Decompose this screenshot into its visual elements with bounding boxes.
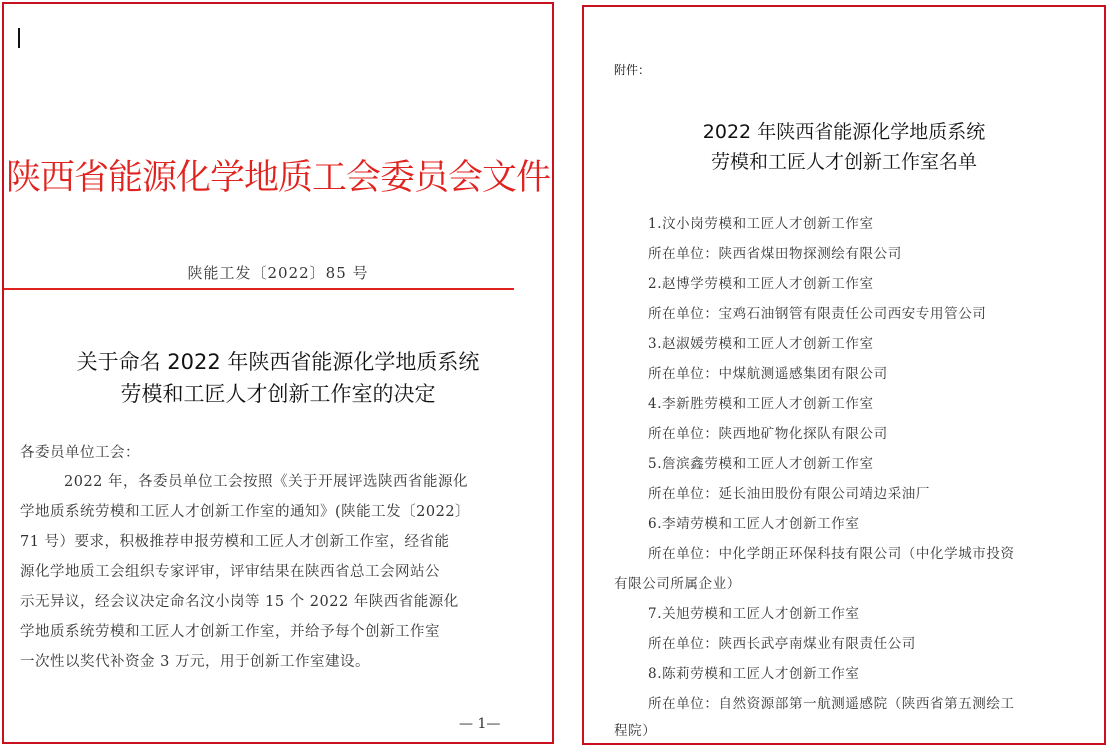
body-line: 学地质系统劳模和工匠人才创新工作室，并给予每个创新工作室: [20, 624, 440, 640]
list-title-line-2: 劳模和工匠人才创新工作室名单: [710, 151, 977, 173]
body-line: 一次性以奖代补资金 3 万元，用于创新工作室建设。: [20, 654, 370, 670]
list-item-unit: 所在单位：陕西地矿物化探队有限公司: [648, 426, 888, 442]
list-item: 3.赵淑媛劳模和工匠人才创新工作室: [648, 336, 874, 352]
list-item-unit: 所在单位：自然资源部第一航测遥感院（陕西省第五测绘工: [648, 696, 1015, 712]
attachment-label: 附件：: [614, 63, 651, 77]
document-redhead: 陕西省能源化学地质工会委员会文件: [5, 158, 550, 198]
list-item-unit-continued: 程院）: [614, 723, 657, 739]
red-divider: [4, 288, 514, 290]
list-item-unit: 所在单位：中化学朗正环保科技有限公司（中化学城市投资: [648, 546, 1015, 562]
list-item-unit: 所在单位：延长油田股份有限公司靖边采油厂: [648, 486, 930, 502]
list-item: 1.汶小岗劳模和工匠人才创新工作室: [648, 216, 874, 232]
decision-title-line-2: 劳模和工匠人才创新工作室的决定: [120, 382, 436, 406]
salutation: 各委员单位工会：: [20, 445, 140, 461]
list-item-unit: 所在单位：中煤航测遥感集团有限公司: [648, 366, 888, 382]
body-line: 源化学地质工会组织专家评审，评审结果在陕西省总工会网站公: [20, 564, 440, 580]
page-number: — 1—: [459, 716, 501, 732]
list-item: 7.关旭劳模和工匠人才创新工作室: [648, 606, 860, 622]
list-item-unit-continued: 有限公司所属企业）: [614, 576, 741, 592]
list-item: 5.詹滨鑫劳模和工匠人才创新工作室: [648, 456, 874, 472]
list-item-unit: 所在单位：陕西长武亭南煤业有限责任公司: [648, 636, 916, 652]
list-item-unit: 所在单位：宝鸡石油钢管有限责任公司西安专用管公司: [648, 306, 987, 322]
decision-title-line-1: 关于命名 2022 年陕西省能源化学地质系统: [76, 350, 480, 374]
left-page: [2, 2, 554, 744]
body-line: 示无异议，经会议决定命名汶小岗等 15 个 2022 年陕西省能源化: [20, 594, 459, 610]
list-item: 2.赵博学劳模和工匠人才创新工作室: [648, 276, 874, 292]
list-item: 8.陈莉劳模和工匠人才创新工作室: [648, 666, 860, 682]
list-item: 4.李新胜劳模和工匠人才创新工作室: [648, 396, 874, 412]
text-cursor: [18, 28, 20, 48]
list-item: 6.李靖劳模和工匠人才创新工作室: [648, 516, 860, 532]
body-line: 2022 年，各委员单位工会按照《关于开展评选陕西省能源化: [64, 474, 469, 490]
body-line: 71 号）要求，积极推荐申报劳模和工匠人才创新工作室，经省能: [20, 534, 450, 550]
list-title-line-1: 2022 年陕西省能源化学地质系统: [702, 121, 986, 143]
body-line: 学地质系统劳模和工匠人才创新工作室的通知》(陕能工发〔2022〕: [20, 504, 471, 520]
right-page: [582, 5, 1106, 745]
document-number: 陕能工发〔2022〕85 号: [187, 264, 369, 282]
list-item-unit: 所在单位：陕西省煤田物探测绘有限公司: [648, 246, 902, 262]
